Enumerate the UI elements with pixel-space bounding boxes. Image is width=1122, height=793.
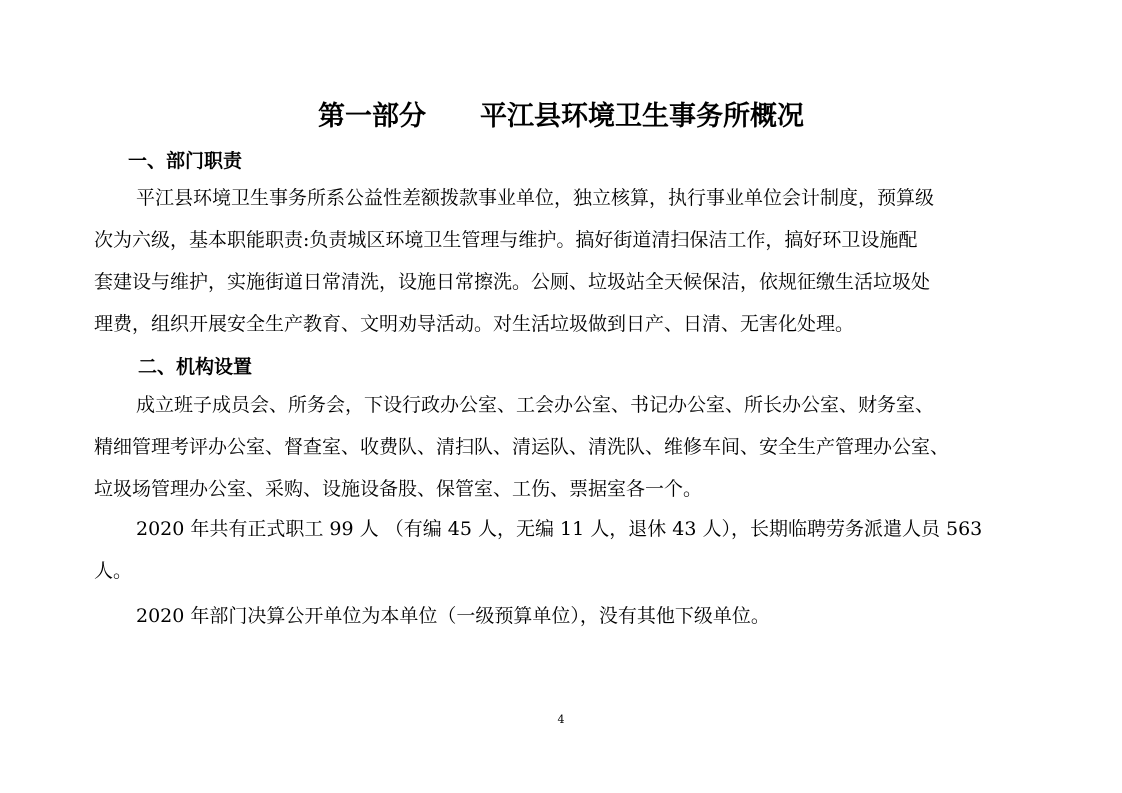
paragraph-line: 次为六级，基本职能职责:负责城区环境卫生管理与维护。搞好街道清扫保洁工作，搞好环卫设施配 — [94, 229, 918, 251]
page-title: 第一部分 平江县环境卫生事务所概况 — [318, 101, 804, 132]
paragraph-line: 套建设与维护，实施街道日常清洗，设施日常擦洗。公厕、垃圾站全天候保洁，依规征缴生活垃圾处 — [94, 271, 931, 293]
paragraph-line: 精细管理考评办公室、督查室、收费队、清扫队、清运队、清洗队、维修车间、安全生产管理办公室、 — [94, 436, 950, 458]
paragraph-line: 理费，组织开展安全生产教育、文明劝导活动。对生活垃圾做到日产、日清、无害化处理。 — [94, 313, 855, 335]
section-heading-department-duties: 一、部门职责 — [128, 150, 243, 172]
paragraph-line: 2020 年共有正式职工 99 人 （有编 45 人，无编 11 人，退休 43 人），长期临聘劳务派遣人员 563 — [136, 518, 983, 540]
paragraph-line: 成立班子成员会、所务会，下设行政办公室、工会办公室、书记办公室、所长办公室、财务室、 — [136, 394, 935, 416]
paragraph-line: 垃圾场管理办公室、采购、设施设备股、保管室、工伤、票据室各一个。 — [94, 478, 703, 500]
paragraph-line: 人。 — [94, 560, 133, 582]
page-number: 4 — [557, 713, 565, 726]
paragraph-line: 平江县环境卫生事务所系公益性差额拨款事业单位，独立核算，执行事业单位会计制度，预算级 — [136, 187, 935, 209]
paragraph-line: 2020 年部门决算公开单位为本单位（一级预算单位），没有其他下级单位。 — [136, 605, 770, 627]
section-heading-organization: 二、机构设置 — [138, 356, 253, 378]
